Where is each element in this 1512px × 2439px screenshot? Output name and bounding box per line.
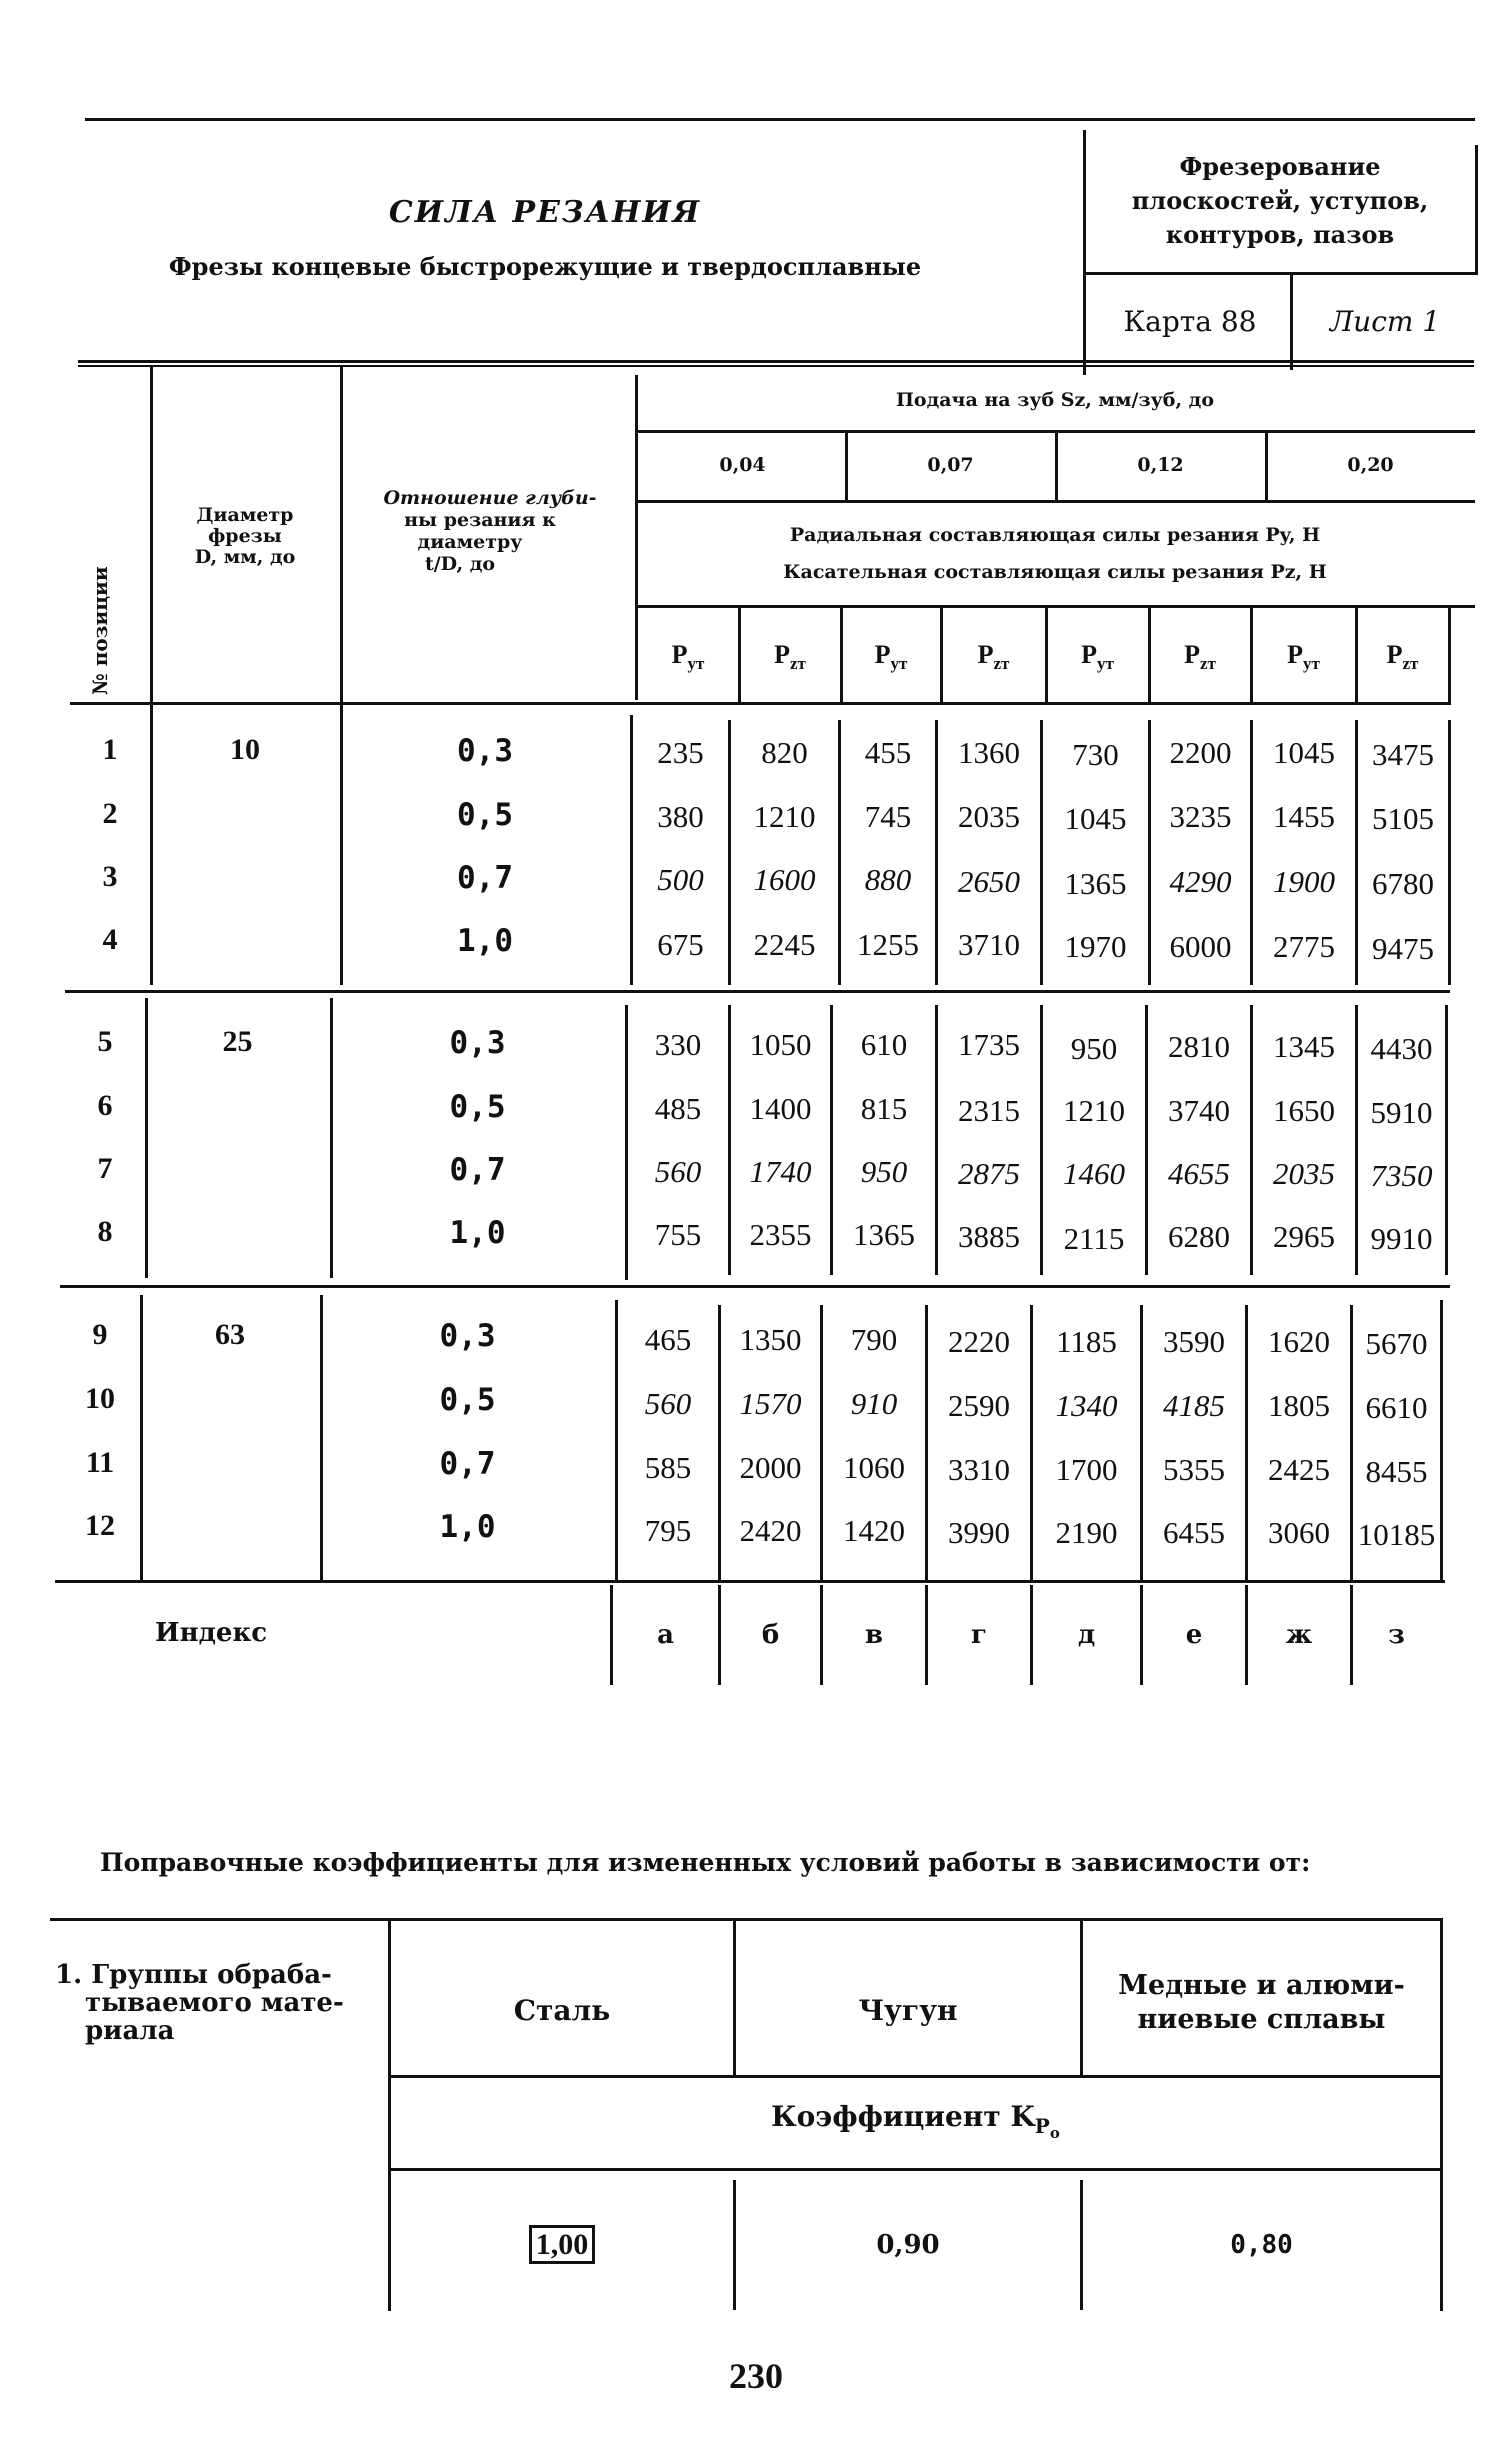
index-letter: г <box>971 1620 987 1650</box>
coefficient-cast-iron: 0,90 <box>876 2230 940 2260</box>
value-py-0-12: 1460 <box>1063 1156 1125 1191</box>
depth-ratio: 0,5 <box>457 797 513 833</box>
value-pz-0-20: 5105 <box>1372 801 1434 836</box>
operation-line-3: контуров, пазов <box>1165 220 1395 249</box>
index-letter: ж <box>1285 1620 1313 1650</box>
index-letter: д <box>1077 1620 1096 1650</box>
value-pz-0-07: 3885 <box>958 1219 1020 1254</box>
value-pz-0-04: 1050 <box>749 1027 812 1062</box>
symbol-py: $P_{yт}$ <box>1081 640 1114 674</box>
value-pz-0-04: 1740 <box>749 1154 812 1189</box>
value-pz-0-07: 1735 <box>958 1027 1020 1062</box>
value-py-0-07: 1365 <box>853 1217 915 1252</box>
position-number: 3 <box>102 860 118 893</box>
index-label: Индекс <box>155 1618 268 1648</box>
value-pz-0-20: 8455 <box>1365 1454 1428 1489</box>
value-pz-0-07: 1360 <box>958 735 1020 770</box>
feed-0-12: 0,12 <box>1137 454 1184 476</box>
symbol-py: $P_{yт}$ <box>874 640 908 674</box>
position-number: 5 <box>97 1025 113 1058</box>
material-nonferrous-1: Медные и алюми- <box>1118 1970 1405 2001</box>
feed-0-04: 0,04 <box>719 454 766 476</box>
value-py-0-07: 790 <box>850 1322 898 1357</box>
depth-ratio: 1,0 <box>439 1509 496 1545</box>
depth-ratio: 0,7 <box>457 860 513 896</box>
coefficient-steel-value: 1,00 <box>529 2225 596 2264</box>
position-number: 1 <box>102 733 118 766</box>
value-pz-0-07: 2590 <box>948 1388 1010 1423</box>
symbol-py: $P_{yт}$ <box>1287 640 1320 674</box>
value-py-0-07: 1060 <box>843 1450 905 1485</box>
material-group-label-1: 1. Группы обраба- <box>55 1960 332 1990</box>
diameter-63: 63 <box>215 1318 245 1351</box>
value-py-0-12: 2190 <box>1055 1515 1118 1550</box>
value-py-0-04: 585 <box>644 1450 692 1485</box>
col-header-ratio-3: диаметру <box>417 531 523 553</box>
value-py-0-12: 1210 <box>1063 1093 1125 1128</box>
value-pz-0-20: 4430 <box>1370 1031 1433 1066</box>
index-letter: з <box>1388 1620 1405 1650</box>
value-py-0-04: 330 <box>654 1027 702 1062</box>
value-pz-0-12: 4290 <box>1169 864 1232 899</box>
value-pz-0-12: 3590 <box>1163 1324 1225 1359</box>
value-pz-0-07: 2035 <box>958 799 1020 834</box>
value-pz-0-20: 5670 <box>1365 1326 1428 1361</box>
index-letter: а <box>657 1620 674 1650</box>
position-number: 2 <box>102 797 118 830</box>
value-py-0-12: 1340 <box>1055 1388 1118 1423</box>
depth-ratio: 1,0 <box>449 1215 506 1251</box>
value-py-0-07: 880 <box>864 862 912 897</box>
page-title: СИЛА РЕЗАНИЯ <box>388 195 702 230</box>
value-py-0-07: 455 <box>864 735 912 770</box>
page-number: 230 <box>729 2356 783 2396</box>
depth-ratio: 0,7 <box>449 1152 506 1188</box>
material-group-label-2: тываемого мате- <box>85 1988 344 2018</box>
value-py-0-04: 485 <box>654 1091 702 1126</box>
value-py-0-07: 610 <box>860 1027 908 1062</box>
value-pz-0-20: 7350 <box>1370 1158 1433 1193</box>
value-py-0-04: 755 <box>654 1217 702 1252</box>
value-pz-0-04: 2245 <box>753 927 816 962</box>
index-letter: е <box>1185 1620 1203 1650</box>
value-py-0-12: 730 <box>1072 737 1119 772</box>
value-pz-0-04: 1210 <box>753 799 816 834</box>
value-py-0-20: 1345 <box>1273 1029 1335 1064</box>
value-pz-0-20: 6780 <box>1372 866 1434 901</box>
card-number: Карта 88 <box>1123 305 1257 338</box>
coefficient-nonferrous: 0,80 <box>1230 2230 1293 2260</box>
position-number: 4 <box>102 923 118 956</box>
value-py-0-20: 2775 <box>1273 929 1335 964</box>
depth-ratio: 0,3 <box>457 733 513 769</box>
index-letter: в <box>864 1620 884 1650</box>
value-py-0-20: 1900 <box>1273 864 1335 899</box>
value-py-0-20: 2035 <box>1273 1156 1335 1191</box>
depth-ratio: 0,3 <box>439 1318 496 1354</box>
position-number: 6 <box>97 1089 113 1122</box>
sheet-number: Лист 1 <box>1329 305 1441 338</box>
col-header-diameter-3: D, мм, до <box>194 546 296 568</box>
index-letter: б <box>761 1620 780 1650</box>
force-description-tangential: Касательная составляющая силы резания Pz, Н <box>783 561 1327 583</box>
value-py-0-12: 1185 <box>1056 1324 1117 1359</box>
value-pz-0-12: 6280 <box>1168 1219 1230 1254</box>
value-pz-0-20: 9475 <box>1372 931 1434 966</box>
value-pz-0-07: 2875 <box>958 1156 1020 1191</box>
symbol-pz: $P_{zт}$ <box>1184 640 1216 674</box>
symbol-pz: $P_{zт}$ <box>1386 640 1419 674</box>
value-py-0-07: 1420 <box>843 1513 905 1548</box>
col-header-diameter-2: фрезы <box>208 525 282 547</box>
value-pz-0-20: 5910 <box>1370 1095 1433 1130</box>
force-description-radial: Радиальная составляющая силы резания Py, Н <box>789 524 1321 546</box>
value-pz-0-07: 2650 <box>958 864 1020 899</box>
correction-heading: Поправочные коэффициенты для измененных условий работы в зависимости от: <box>100 1848 1311 1877</box>
value-py-0-04: 560 <box>644 1386 692 1421</box>
position-number: 8 <box>97 1215 113 1248</box>
col-header-ratio-1: Отношение глуби- <box>383 487 597 509</box>
value-pz-0-04: 1350 <box>739 1322 802 1357</box>
symbol-pz: $P_{zт}$ <box>774 640 806 674</box>
material-nonferrous-2: ниевые сплавы <box>1137 2004 1386 2035</box>
symbol-py: $P_{yт}$ <box>671 640 705 674</box>
value-pz-0-12: 2200 <box>1169 735 1232 770</box>
col-header-diameter-1: Диаметр <box>196 504 294 526</box>
value-pz-0-07: 2315 <box>958 1093 1020 1128</box>
value-pz-0-12: 2810 <box>1168 1029 1230 1064</box>
value-pz-0-20: 9910 <box>1370 1221 1433 1256</box>
coefficient-steel <box>391 2228 733 2262</box>
value-py-0-20: 2425 <box>1268 1452 1330 1487</box>
value-pz-0-04: 1600 <box>753 862 816 897</box>
value-pz-0-12: 3235 <box>1169 799 1232 834</box>
value-pz-0-04: 1570 <box>739 1386 802 1421</box>
value-py-0-04: 675 <box>657 927 704 962</box>
value-py-0-04: 235 <box>657 735 704 770</box>
value-pz-0-04: 2420 <box>739 1513 802 1548</box>
value-pz-0-20: 6610 <box>1365 1390 1428 1425</box>
value-py-0-20: 1650 <box>1273 1093 1335 1128</box>
value-py-0-20: 3060 <box>1268 1515 1330 1550</box>
material-cast-iron: Чугун <box>858 1994 958 2027</box>
value-py-0-20: 1620 <box>1268 1324 1330 1359</box>
value-py-0-07: 815 <box>860 1091 908 1126</box>
depth-ratio: 0,7 <box>439 1446 496 1482</box>
value-pz-0-12: 4185 <box>1163 1388 1225 1423</box>
value-pz-0-12: 6000 <box>1169 929 1232 964</box>
value-py-0-20: 1045 <box>1273 735 1335 770</box>
value-pz-0-12: 6455 <box>1163 1515 1225 1550</box>
value-pz-0-12: 3740 <box>1168 1093 1230 1128</box>
position-number: 12 <box>85 1509 115 1542</box>
value-py-0-04: 795 <box>644 1513 692 1548</box>
value-py-0-04: 465 <box>644 1322 692 1357</box>
value-py-0-07: 1255 <box>857 927 919 962</box>
value-pz-0-04: 1400 <box>749 1091 812 1126</box>
value-py-0-20: 2965 <box>1273 1219 1335 1254</box>
page-subtitle: Фрезы концевые быстрорежущие и твердосплавные <box>168 252 922 281</box>
value-py-0-12: 1700 <box>1055 1452 1118 1487</box>
diameter-10: 10 <box>230 733 260 766</box>
symbol-pz: $P_{zт}$ <box>977 640 1010 674</box>
col-header-position: № позиции <box>88 566 112 695</box>
value-pz-0-12: 5355 <box>1163 1452 1225 1487</box>
value-py-0-12: 1045 <box>1064 801 1127 836</box>
feed-0-20: 0,20 <box>1347 454 1394 476</box>
operation-line-2: плоскостей, уступов, <box>1131 186 1429 215</box>
value-pz-0-20: 10185 <box>1357 1517 1436 1552</box>
position-number: 7 <box>97 1152 113 1185</box>
value-py-0-07: 910 <box>850 1386 898 1421</box>
col-header-ratio-2: ны резания к <box>404 509 556 531</box>
value-pz-0-04: 2355 <box>749 1217 812 1252</box>
value-py-0-12: 1365 <box>1064 866 1127 901</box>
value-pz-0-07: 2220 <box>948 1324 1010 1359</box>
col-header-ratio-4: t/D, до <box>424 553 496 575</box>
value-py-0-12: 1970 <box>1064 929 1127 964</box>
position-number: 11 <box>85 1446 115 1479</box>
operation-line-1: Фрезерование <box>1179 152 1381 181</box>
depth-ratio: 1,0 <box>457 923 513 959</box>
feed-header: Подача на зуб Sz, мм/зуб, до <box>895 389 1215 411</box>
depth-ratio: 0,5 <box>449 1089 506 1125</box>
value-py-0-04: 560 <box>654 1154 702 1189</box>
depth-ratio: 0,3 <box>449 1025 506 1061</box>
value-py-0-20: 1455 <box>1273 799 1335 834</box>
coefficient-label: Коэффициент $K_{P_o}$ <box>771 2100 1060 2142</box>
value-py-0-04: 380 <box>657 799 704 834</box>
value-pz-0-04: 820 <box>761 735 808 770</box>
value-py-0-04: 500 <box>657 862 704 897</box>
depth-ratio: 0,5 <box>439 1382 496 1418</box>
feed-0-07: 0,07 <box>927 454 974 476</box>
value-pz-0-20: 3475 <box>1372 737 1434 772</box>
material-steel: Сталь <box>513 1994 611 2027</box>
value-pz-0-07: 3310 <box>948 1452 1010 1487</box>
position-number: 9 <box>92 1318 108 1351</box>
value-pz-0-12: 4655 <box>1168 1156 1230 1191</box>
material-group-label-3: риала <box>85 2016 175 2046</box>
value-py-0-12: 950 <box>1070 1031 1118 1066</box>
position-number: 10 <box>85 1382 115 1415</box>
diameter-25: 25 <box>222 1025 253 1058</box>
value-py-0-12: 2115 <box>1063 1221 1125 1256</box>
value-py-0-07: 950 <box>860 1154 908 1189</box>
value-pz-0-04: 2000 <box>739 1450 802 1485</box>
value-pz-0-07: 3710 <box>958 927 1020 962</box>
value-py-0-07: 745 <box>864 799 912 834</box>
value-py-0-20: 1805 <box>1268 1388 1330 1423</box>
value-pz-0-07: 3990 <box>948 1515 1010 1550</box>
